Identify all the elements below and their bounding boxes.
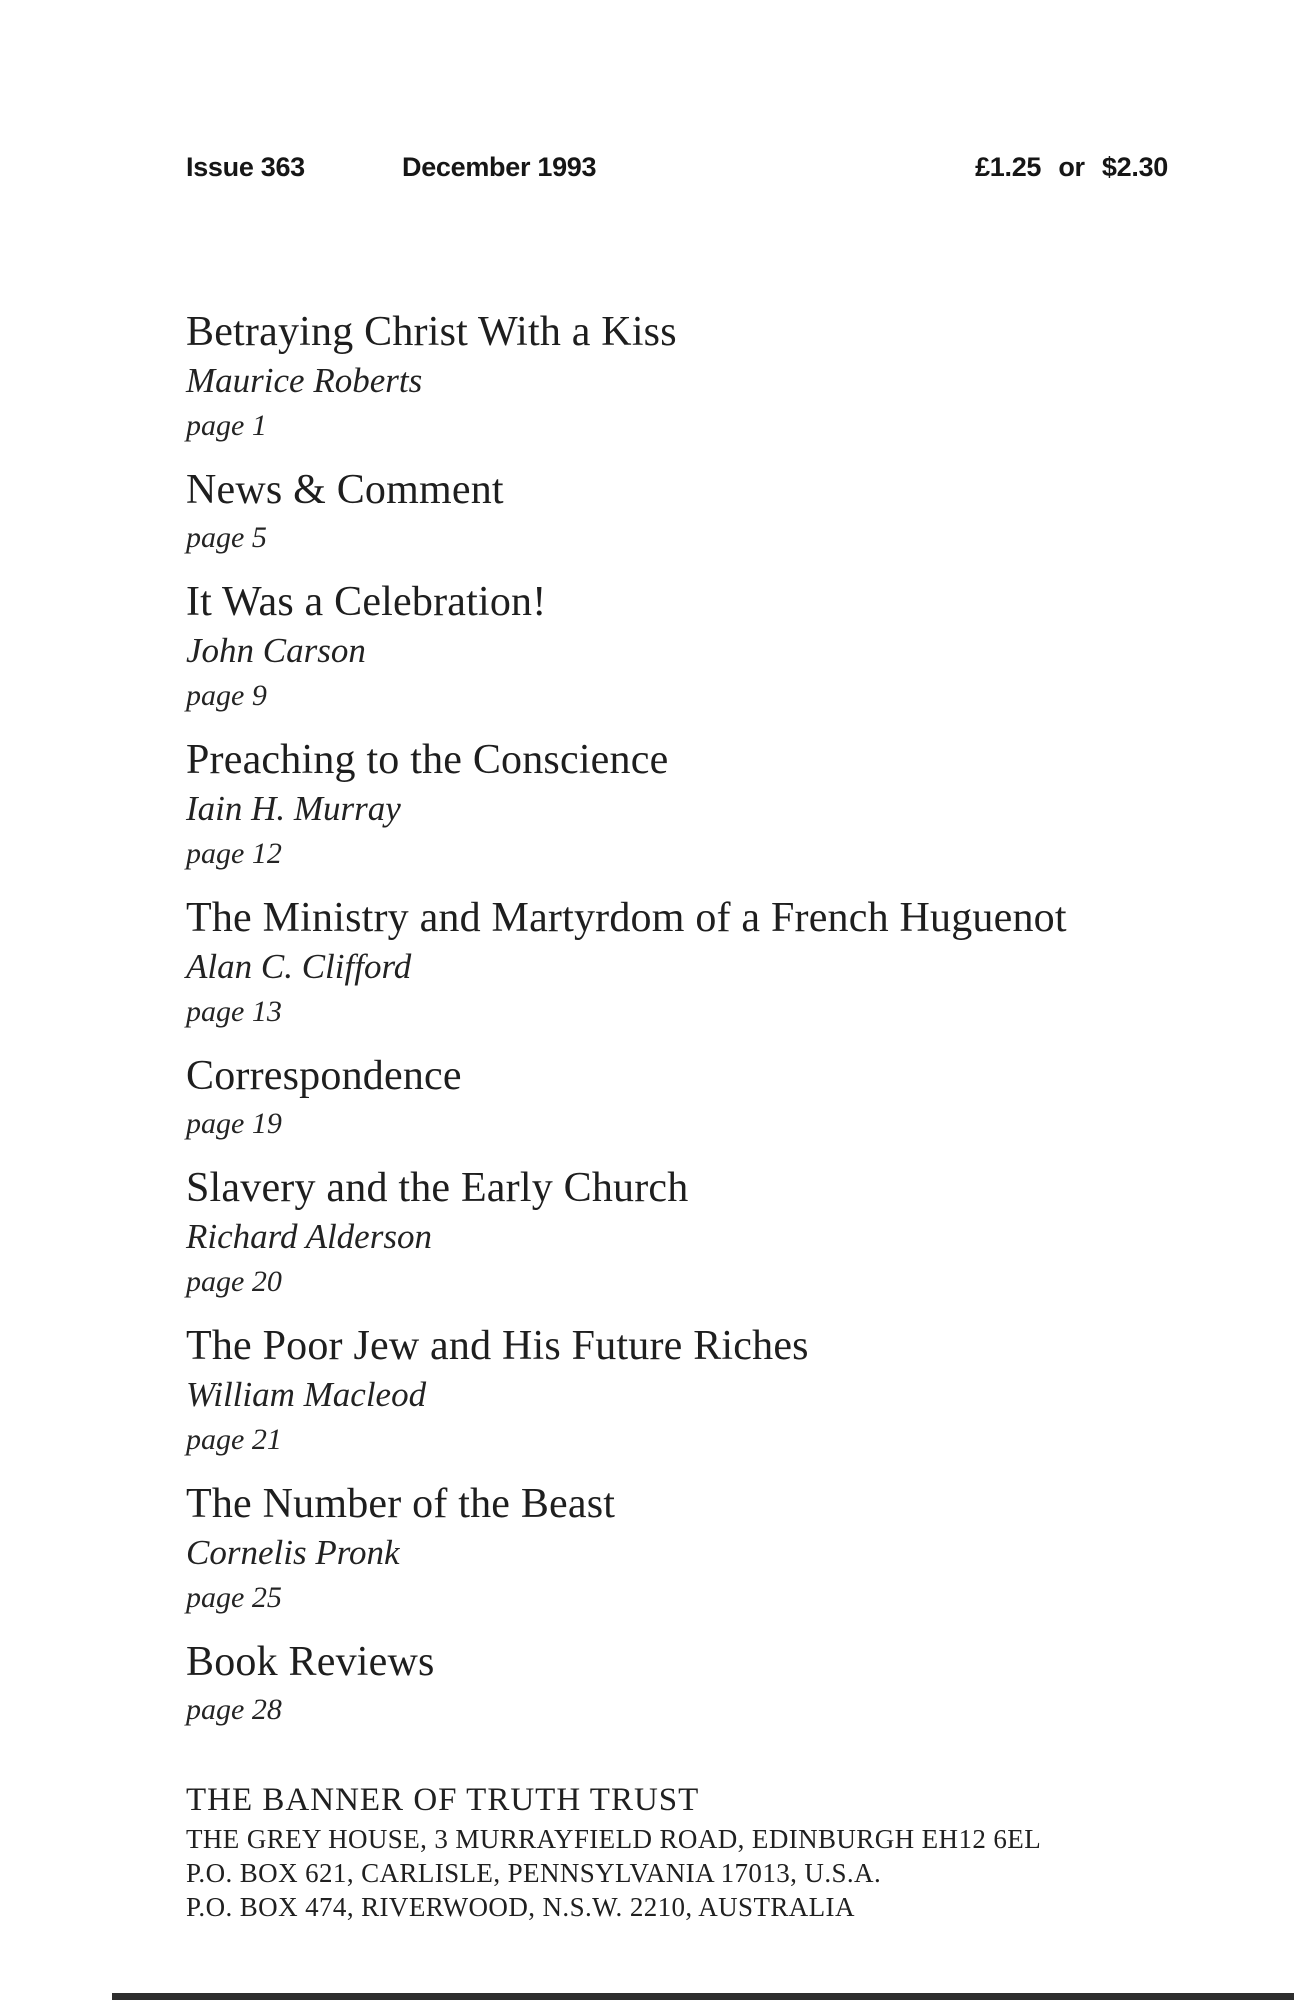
article-author: John Carson [186,631,366,670]
article-page: page 28 [186,1693,282,1726]
article-page: page 20 [186,1265,282,1298]
article-page: page 21 [186,1423,282,1456]
article-author: William Macleod [186,1375,427,1414]
publisher-address-line: THE GREY HOUSE, 3 MURRAYFIELD ROAD, EDINBURGH EH12 6EL [186,1824,1042,1854]
article-list [186,306,1204,1748]
issue-price: £1.25 or $2.30 [975,152,1168,182]
article-title: News & Comment [186,467,504,513]
publisher-name: THE BANNER OF TRUTH TRUST [186,1782,700,1818]
article-title: The Ministry and Martyrdom of a French Huguenot [186,895,1067,941]
scan-edge-bar [112,1993,1294,2000]
article-entry [186,306,1204,448]
article-author: Cornelis Pronk [186,1533,400,1572]
article-title: Book Reviews [186,1639,435,1685]
publisher-block [186,1778,1234,1924]
article-entry [186,1320,1204,1462]
article-title: Betraying Christ With a Kiss [186,309,677,355]
article-page: page 5 [186,521,267,554]
article-author: Alan C. Clifford [186,947,412,986]
article-title: Preaching to the Conscience [186,737,669,783]
masthead [186,152,1168,190]
article-entry [186,464,1204,560]
article-page: page 19 [186,1107,282,1140]
article-entry [186,576,1204,718]
article-entry [186,1050,1204,1146]
issue-date: December 1993 [402,152,597,182]
article-title: The Poor Jew and His Future Riches [186,1323,809,1369]
article-entry [186,892,1204,1034]
article-entry [186,734,1204,876]
publisher-address-line: P.O. BOX 621, CARLISLE, PENNSYLVANIA 17013, U.S.A. [186,1858,882,1888]
article-title: It Was a Celebration! [186,579,547,625]
issue-number: Issue 363 [186,152,305,182]
article-author: Richard Alderson [186,1217,432,1256]
article-author: Maurice Roberts [186,361,423,400]
article-page: page 9 [186,679,267,712]
publisher-address-line: P.O. BOX 474, RIVERWOOD, N.S.W. 2210, AUSTRALIA [186,1892,855,1922]
article-author: Iain H. Murray [186,789,401,828]
article-page: page 1 [186,409,267,442]
article-entry [186,1636,1204,1732]
article-page: page 12 [186,837,282,870]
article-title: The Number of the Beast [186,1481,616,1527]
article-entry [186,1162,1204,1304]
article-entry [186,1478,1204,1620]
article-title: Slavery and the Early Church [186,1165,689,1211]
article-page: page 25 [186,1581,282,1614]
article-page: page 13 [186,995,282,1028]
article-title: Correspondence [186,1053,462,1099]
